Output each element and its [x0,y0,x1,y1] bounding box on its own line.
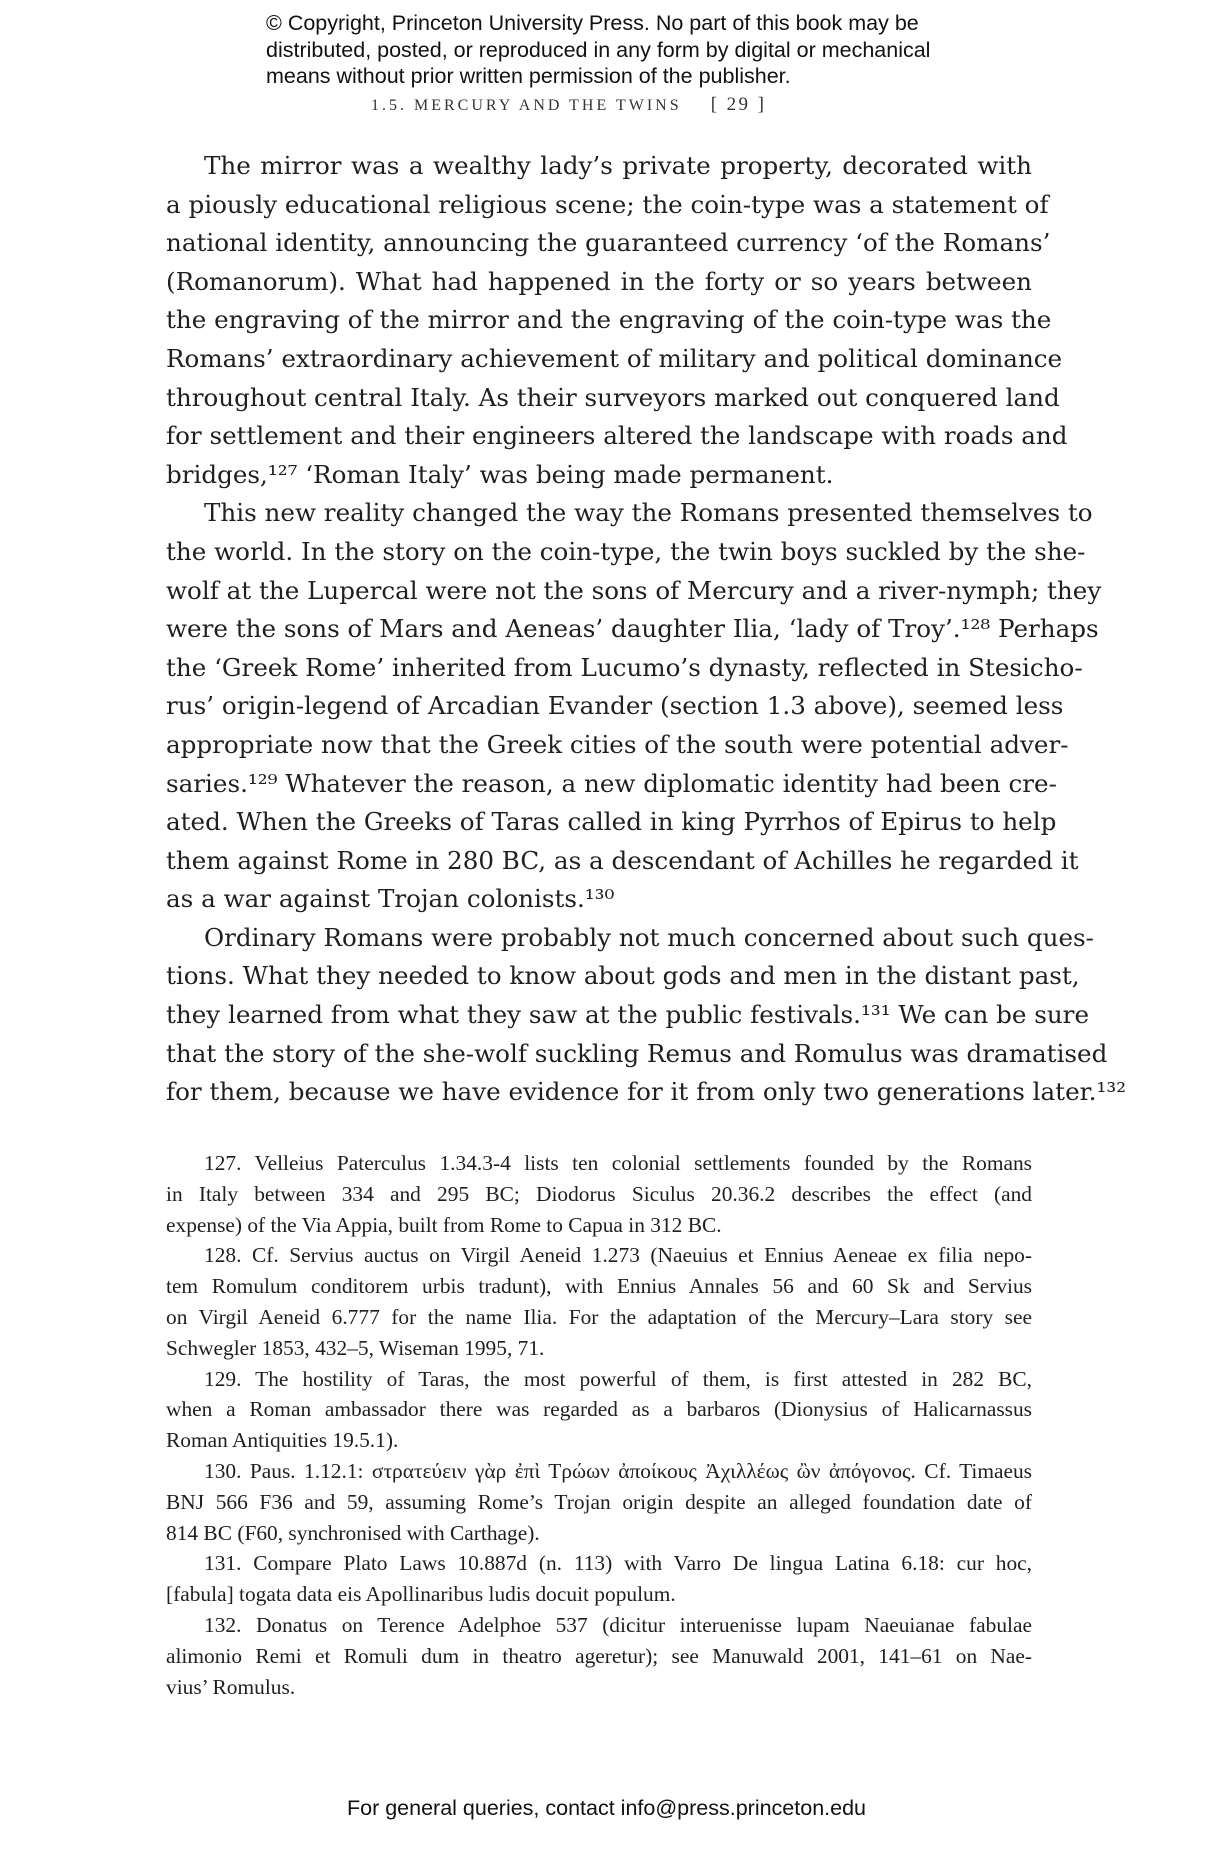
page-number: [ 29 ] [710,94,767,115]
body-line: (Romanorum). What had happened in the forty or so years between [166,266,1032,296]
footnote-line: alimonio Remi et Romuli dum in theatro ageretur); see Manuwald 2001, 141–61 on Nae- [166,1643,1032,1668]
body-line: wolf at the Lupercal were not the sons of Mercury and a river-nymph; they [166,575,1102,605]
body-line: bridges,¹²⁷ ‘Roman Italy’ was being made permanent. [166,459,834,489]
body-line: This new reality changed the way the Romans presented themselves to [204,498,1093,528]
body-line: national identity, announcing the guaranteed currency ‘of the Romans’ [166,228,1051,258]
footnote-line: 127. Velleius Paterculus 1.34.3-4 lists ten colonial settlements founded by the Romans [204,1151,1032,1175]
footnote-line: tem Romulum conditorem urbis tradunt), with Ennius Annales 56 and 60 Sk and Servius [166,1274,1032,1299]
footnote-line: 129. The hostility of Taras, the most powerful of them, is first attested in 282 BC, [204,1366,1032,1391]
footnote-line: 131. Compare Plato Laws 10.887d (n. 113) with Varro De lingua Latina 6.18: cur hoc, [204,1551,1032,1576]
footnote-line: 814 BC (F60, synchronised with Carthage). [166,1520,540,1545]
body-line: saries.¹²⁹ Whatever the reason, a new diplomatic identity had been cre- [166,768,1057,798]
body-line: ated. When the Greeks of Taras called in king Pyrrhos of Epirus to help [166,807,1057,837]
footnote-line: vius’ Romulus. [166,1674,296,1699]
body-line: throughout central Italy. As their surveyors marked out conquered land [166,382,1060,412]
body-line: rus’ origin-legend of Arcadian Evander (section 1.3 above), seemed less [166,691,1064,721]
body-line: as a war against Trojan colonists.¹³⁰ [166,884,615,914]
body-line: appropriate now that the Greek cities of the south were potential adver- [166,729,1069,759]
footnote-line: Roman Antiquities 19.5.1). [166,1428,399,1453]
body-line: The mirror was a wealthy lady’s private property, decorated with [204,151,1032,180]
running-head [371,94,766,116]
body-line: a piously educational religious scene; the coin-type was a statement of [166,189,1049,219]
footnote-line: when a Roman ambassador there was regarded as a barbaros (Dionysius of Halicarnassus [166,1397,1032,1422]
copyright-line: © Copyright, Princeton University Press. No part of this book may be [266,11,919,35]
body-line: the world. In the story on the coin-type, the twin boys suckled by the she- [166,536,1086,566]
footnote-line: 130. Paus. 1.12.1: στρατεύειν γὰρ ἐπὶ Τρώων ἀποίκους Ἀχιλλέως ὢν ἀπόγονος. Cf. Timaeus [204,1458,1032,1483]
body-text [166,147,1127,1112]
body-line: that the story of the she-wolf suckling Remus and Romulus was dramatised [166,1038,1108,1068]
footnote-line: BNJ 566 F36 and 59, assuming Rome’s Trojan origin despite an alleged foundation date of [166,1489,1032,1514]
footnote-line: Schwegler 1853, 432–5, Wiseman 1995, 71. [166,1335,545,1360]
body-line: they learned from what they saw at the public festivals.¹³¹ We can be sure [166,1000,1089,1030]
body-line: tions. What they needed to know about gods and men in the distant past, [166,961,1080,991]
body-line: them against Rome in 280 BC, as a descendant of Achilles he regarded it [166,845,1079,875]
body-line: the ‘Greek Rome’ inherited from Lucumo’s dynasty, reflected in Stesicho- [166,652,1083,682]
body-line: the engraving of the mirror and the engraving of the coin-type was the [166,305,1052,335]
footnotes [166,1148,1032,1702]
footnote-line: in Italy between 334 and 295 BC; Diodorus Siculus 20.36.2 describes the effect (and [166,1181,1032,1206]
copyright-notice [266,10,1026,90]
body-line: were the sons of Mars and Aeneas’ daughter Ilia, ‘lady of Troy’.¹²⁸ Perhaps [166,614,1099,644]
body-line: Ordinary Romans were probably not much concerned about such ques- [204,922,1094,952]
running-head-section: 1.5. MERCURY AND THE TWINS [371,97,682,114]
footnote-line: 132. Donatus on Terence Adelphoe 537 (dicitur interuenisse lupam Naeuianae fabulae [204,1612,1032,1637]
copyright-line: distributed, posted, or reproduced in any form by digital or mechanical [266,37,931,62]
body-line: for them, because we have evidence for it from only two generations later.¹³² [166,1077,1127,1107]
copyright-line: means without prior written permission of the publisher. [266,64,791,88]
footnote-line: on Virgil Aeneid 6.777 for the name Ilia. For the adaptation of the Mercury–Lara story see [166,1304,1032,1329]
contact-footer: For general queries, contact info@press.princeton.edu [347,1796,867,1820]
footnote-line: 128. Cf. Servius auctus on Virgil Aeneid 1.273 (Naeuius et Ennius Aeneae ex filia nepo- [204,1243,1032,1268]
footnote-line: [fabula] togata data eis Apollinaribus ludis docuit populum. [166,1582,676,1607]
body-line: for settlement and their engineers altered the landscape with roads and [166,421,1068,451]
footnote-line: expense) of the Via Appia, built from Rome to Capua in 312 BC. [166,1212,722,1237]
body-line: Romans’ extraordinary achievement of military and political dominance [166,343,1063,373]
